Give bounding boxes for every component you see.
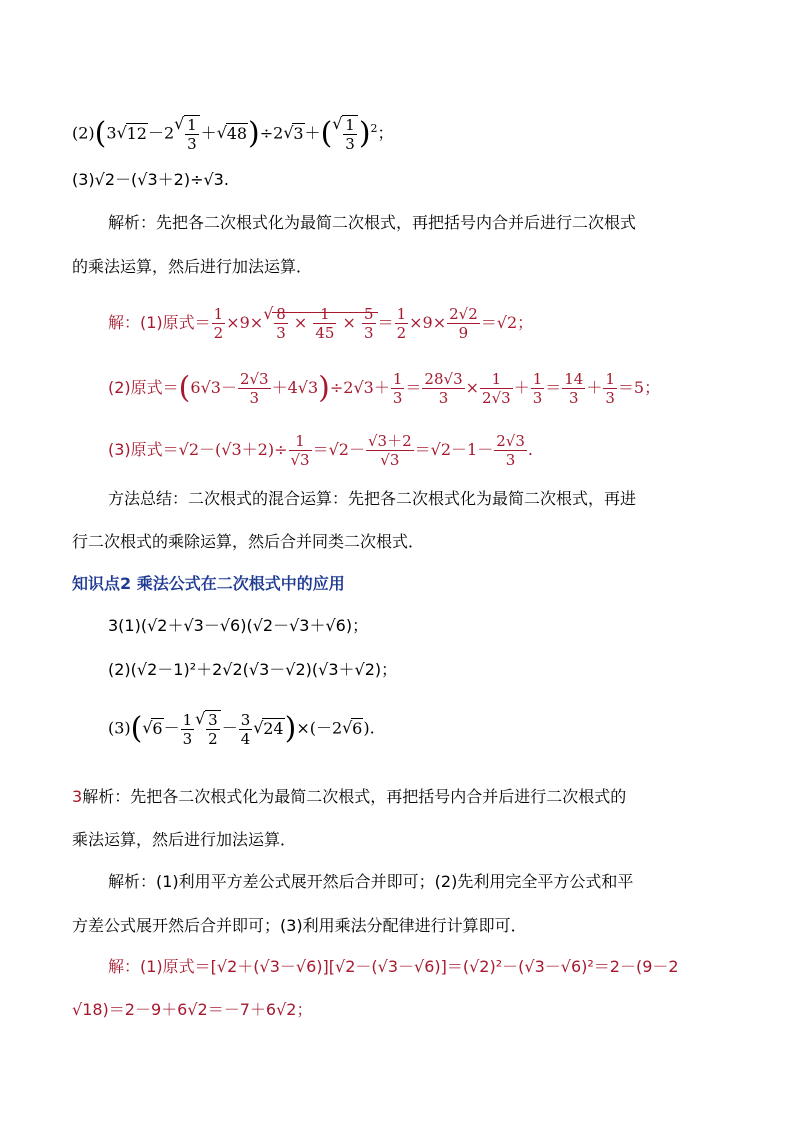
analysis-line-2: 的乘法运算，然后进行加法运算． <box>72 257 313 276</box>
problem-2: (2)(3√ 12－2 √ $\frac{1}{3}$ ＋√ 48)÷2√ 3＋( √ $\frac{1}{3}$ )$^2$； <box>72 115 394 153</box>
solution-1-label: 解：(1)原式＝ <box>108 313 211 332</box>
problem-3-3-label: (3) <box>108 718 131 738</box>
solution-3-label: (3)原式＝ <box>108 440 179 459</box>
analysis2-line-2: 乘法运算，然后进行加法运算． <box>72 830 297 849</box>
problem-3-3: (3)(√ 6－ $\frac{1}{3}$ √ $\frac{3}{2}$ － $\frac{3}{4}$ √ 24)×(－2√ 6). <box>108 710 375 748</box>
analysis3-line-1: 解析：(1)利用平方差公式展开然后合并即可；(2)先利用完全平方公式和平 <box>108 872 634 891</box>
problem-2-label: (2) <box>72 123 95 143</box>
solution-2-label: (2)原式＝ <box>108 378 179 397</box>
problem-3-1: 3(1)(√2＋√3－√6)(√2－√3＋√6)； <box>108 616 369 635</box>
solution-3: (3)原式＝√2－(√3＋2)÷ $\frac{1}{√3}$ ＝√2－ $\frac{√3+2}{√3}$ ＝√2－1－ $\frac{2√3}{3}$ . <box>108 432 533 469</box>
summary-line-2: 行二次根式的乘除运算，然后合并同类二次根式． <box>72 532 425 551</box>
analysis-line-1: 解析：先把各二次根式化为最简二次根式，再把括号内合并后进行二次根式 <box>108 213 637 232</box>
summary-line-1: 方法总结：二次根式的混合运算：先把各二次根式化为最简二次根式，再进 <box>108 489 637 508</box>
problem-3-2: (2)(√2－1)²＋2√2(√3－√2)(√3＋√2)； <box>108 660 398 679</box>
analysis3-line-2: 方差公式展开然后合并即可；(3)利用乘法分配律进行计算即可． <box>72 916 527 935</box>
solution-2: (2)原式＝(6√3－ $\frac{2√3}{3}$ ＋4√3)÷2√3＋ $\frac{1}{3}$ ＝ $\frac{28√3}{3}$ × $\frac{1}{2√3}$ ＋ $\frac{1}{3}$ ＝ $\frac{14}{3}$ ＋ $\frac{1}{3}$ ＝5； <box>108 370 661 407</box>
solution-1: 解：(1)原式＝ $\frac{1}{2}$ ×9× √ $\frac{8}{3}$ × $\frac{1}{45}$ × $\frac{5}{3}$ ＝ $\frac{1}{2}$ ×9× $\frac{2√2}{9}$ ＝√2； <box>108 305 533 342</box>
analysis2-line-1: 3解析：先把各二次根式化为最简二次根式，再把括号内合并后进行二次根式的 <box>72 787 627 806</box>
problem-3: (3)√2－(√3＋2)÷√3. <box>72 170 229 189</box>
solution2-line-1: 解：(1)原式＝[√2＋(√3－√6)][√2－(√3－√6)]＝(√2)²－(√3－√6)²＝2－(9－2 <box>108 957 679 976</box>
solution2-line-2: √18)＝2－9＋6√2＝－7＋6√2； <box>72 1000 313 1019</box>
section-heading: 知识点2 乘法公式在二次根式中的应用 <box>72 574 345 593</box>
